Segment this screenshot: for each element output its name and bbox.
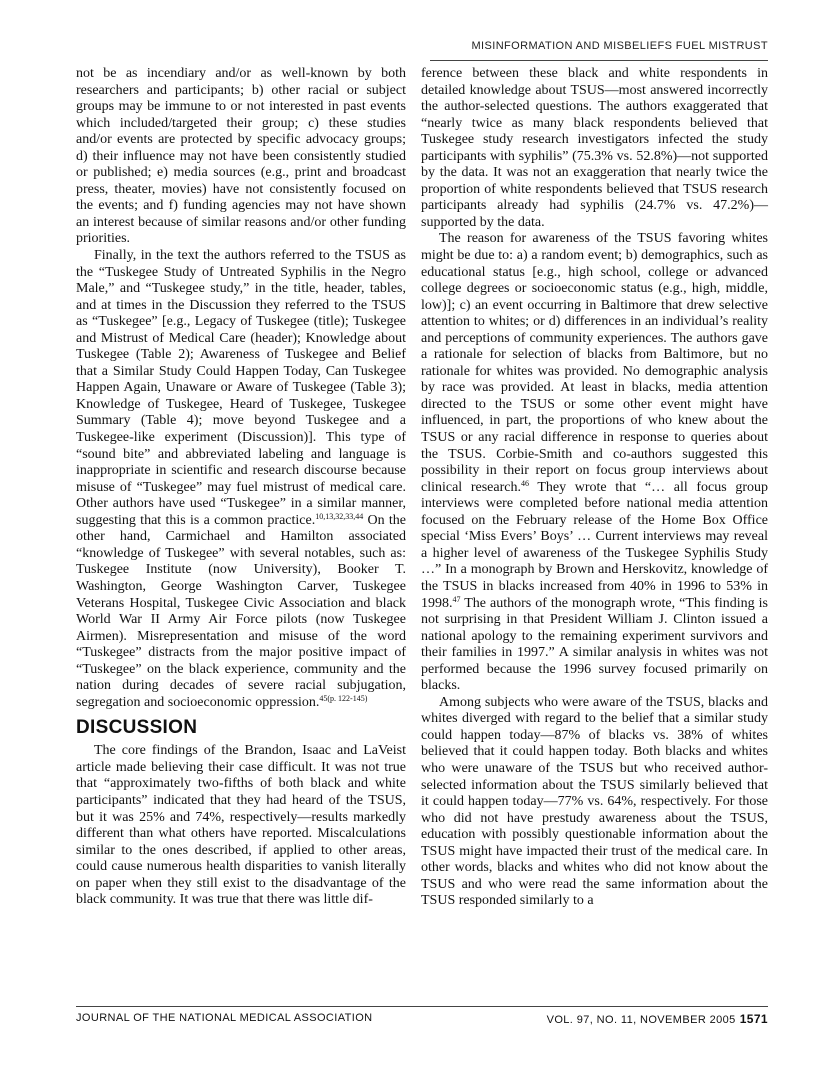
reference-superscript: 46	[520, 478, 529, 488]
paragraph: ference between these black and white respondents in detailed knowledge about TSUS—most answered incorrectly the author-selected questions. The authors exaggerated that “nearly twice as many black respondents believed that Tuskegee study research investigators infected the study participants with syphilis” (75.3% vs. 52.8%)—not supported by the data. It was not an exaggeration that nearly twice the proportion of white respondents believed that TSUS research participants already had syphilis (24.7% vs. 47.2%)—supported by the data.	[421, 66, 768, 230]
right-column	[421, 66, 768, 910]
text-run: On the other hand, Carmichael and Hamilton associated “knowledge of Tuskegee” with several notables, such as: Tuskegee Institute (now University), Booker T. Washington, George Washington Carver, Tuskegee Veterans Hospital, Tuskegee Civic Association and black World War II Army Air Force pilots (now Tuskegee Airmen). Misrepresentation and misuse of the word “Tuskegee” distracts from the major positive impact of “Tuskegee” on the black experience, community and the nation during decades of severe racial subjugation, segregation and socioeconomic oppression.	[76, 512, 406, 710]
reference-superscript: 47	[452, 594, 461, 604]
paragraph	[76, 248, 406, 711]
running-head: MISINFORMATION AND MISBELIEFS FUEL MISTRUST	[471, 40, 768, 52]
left-column	[76, 66, 406, 909]
issue-info: VOL. 97, NO. 11, NOVEMBER 2005	[546, 1014, 736, 1026]
text-run: The authors of the monograph wrote, “This finding is not surprising in that President William J. Clinton issued a national apology to the remaining experiment survivors and their families in 1997.” A similar analysis in whites was not performed because the 1996 survey focused primarily on blacks.	[421, 595, 768, 694]
page-number: 1571	[739, 1012, 768, 1026]
reference-superscript: 45(p. 122-145)	[319, 693, 368, 703]
footer-issue-info	[547, 1012, 768, 1026]
paragraph	[421, 231, 768, 694]
paragraph: not be as incendiary and/or as well-known by both researchers and participants; b) other racial or subject groups may be immune to or not interested in past events which included/targeted their group; c) these studies and/or events are protected by specific advocacy groups; d) their influence may not have been consistently studied or published; e) media sources (e.g., print and broadcast press, theater, movies) have not consistently focused on the events; and f) funding agencies may not have shown an interest because of similar reasons and/or other funding priorities.	[76, 66, 406, 247]
journal-name: JOURNAL OF THE NATIONAL MEDICAL ASSOCIATION	[76, 1012, 373, 1024]
paragraph: Among subjects who were aware of the TSUS, blacks and whites diverged with regard to the belief that a similar study could happen today—87% of blacks vs. 38% of whites believed that it could happen today. Both blacks and whites who were unaware of the TSUS but who received author-selected information about the TSUS similarly believed that it could happen today—77% vs. 64%, respectively. For those who did not have prestudy awareness about the TSUS, education with possibly questionable information about the TSUS might have impacted their trust of the medical care. In other words, blacks and whites who did not know about the TSUS and who were read the same information about the TSUS responded similarly to a	[421, 694, 768, 909]
section-heading-discussion: DISCUSSION	[76, 717, 198, 739]
paragraph: The core findings of the Brandon, Isaac and LaVeist article made believing their case difficult. It was not true that “approximately two-fifths of both black and white participants” indicated that they had heard of the TSUS, but it was 25% and 74%, respectively—results markedly different than what others have reported. Miscalculations similar to the ones described, if applied to other areas, could cause numerous health disparities to vanish literally on paper when they still exist to the disadvantage of the black community. It was true that there was little dif-	[76, 743, 406, 908]
text-run: Finally, in the text the authors referred to the TSUS as the “Tuskegee Study of Untreated Syphilis in the Negro Male,” and “Tuskegee study,” in the title, header, tables, and at times in the Discussion they referred to the TSUS as “Tuskegee” [e.g., Legacy of Tuskegee (title); Tuskegee and Mistrust of Medical Care (header); Knowledge about Tuskegee (Table 2); Awareness of Tuskegee and Belief that a Similar Study Could Happen Today, Can Tuskegee Happen Again, Unaware or Aware of Tuskegee (Table 3); Knowledge of Tuskegee, Heard of Tuskegee, Tuskegee Summary (Table 4); move beyond Tuskegee and a Tuskegee-like experiment (Discussion)]. This type of “sound bite” and abbreviated labeling and language is inappropriate in scientific and research discourse because misuse of “Tuskegee” may fuel mistrust of medical care. Other authors have used “Tuskegee” in a similar manner, suggesting that this is a common practice.	[76, 248, 406, 528]
reference-superscript: 10,13,32,33,44	[315, 511, 364, 521]
text-run: They wrote that “… all focus group interviews were completed before national media attention focused on the February release of the Home Box Office special ‘Miss Evers’ Boys’ … Current interviews may reveal a higher level of awareness of the Tuskegee Syphilis Study …” In a monograph by Brown and Herskovitz, knowledge of the TSUS in blacks increased from 40% in 1996 to 53% in 1998.	[421, 479, 769, 611]
text-run: The reason for awareness of the TSUS favoring whites might be due to: a) a random event; b) demographics, such as educational status [e.g., high school, college or advanced college degrees or socioeconomic status (e.g., high, middle, low)]; c) an event occurring in Baltimore that drew selective attention to whites; or d) differences in an individual’s reality and perceptions of community experiences. The authors gave a rationale for selection of blacks from Baltimore, but no rationale for whites was provided. No demographic analysis by race was provided. At least in blacks, media attention directed to the TSUS or some other event might have influenced, in part, the proportions of who knew about the TSUS or any racial difference in response to queries about the TSUS. Corbie-Smith and co-authors suggested this possibility in their report on focus group interviews about clinical research.	[421, 231, 768, 495]
footer-rule	[76, 1006, 768, 1007]
header-rule	[430, 60, 768, 61]
